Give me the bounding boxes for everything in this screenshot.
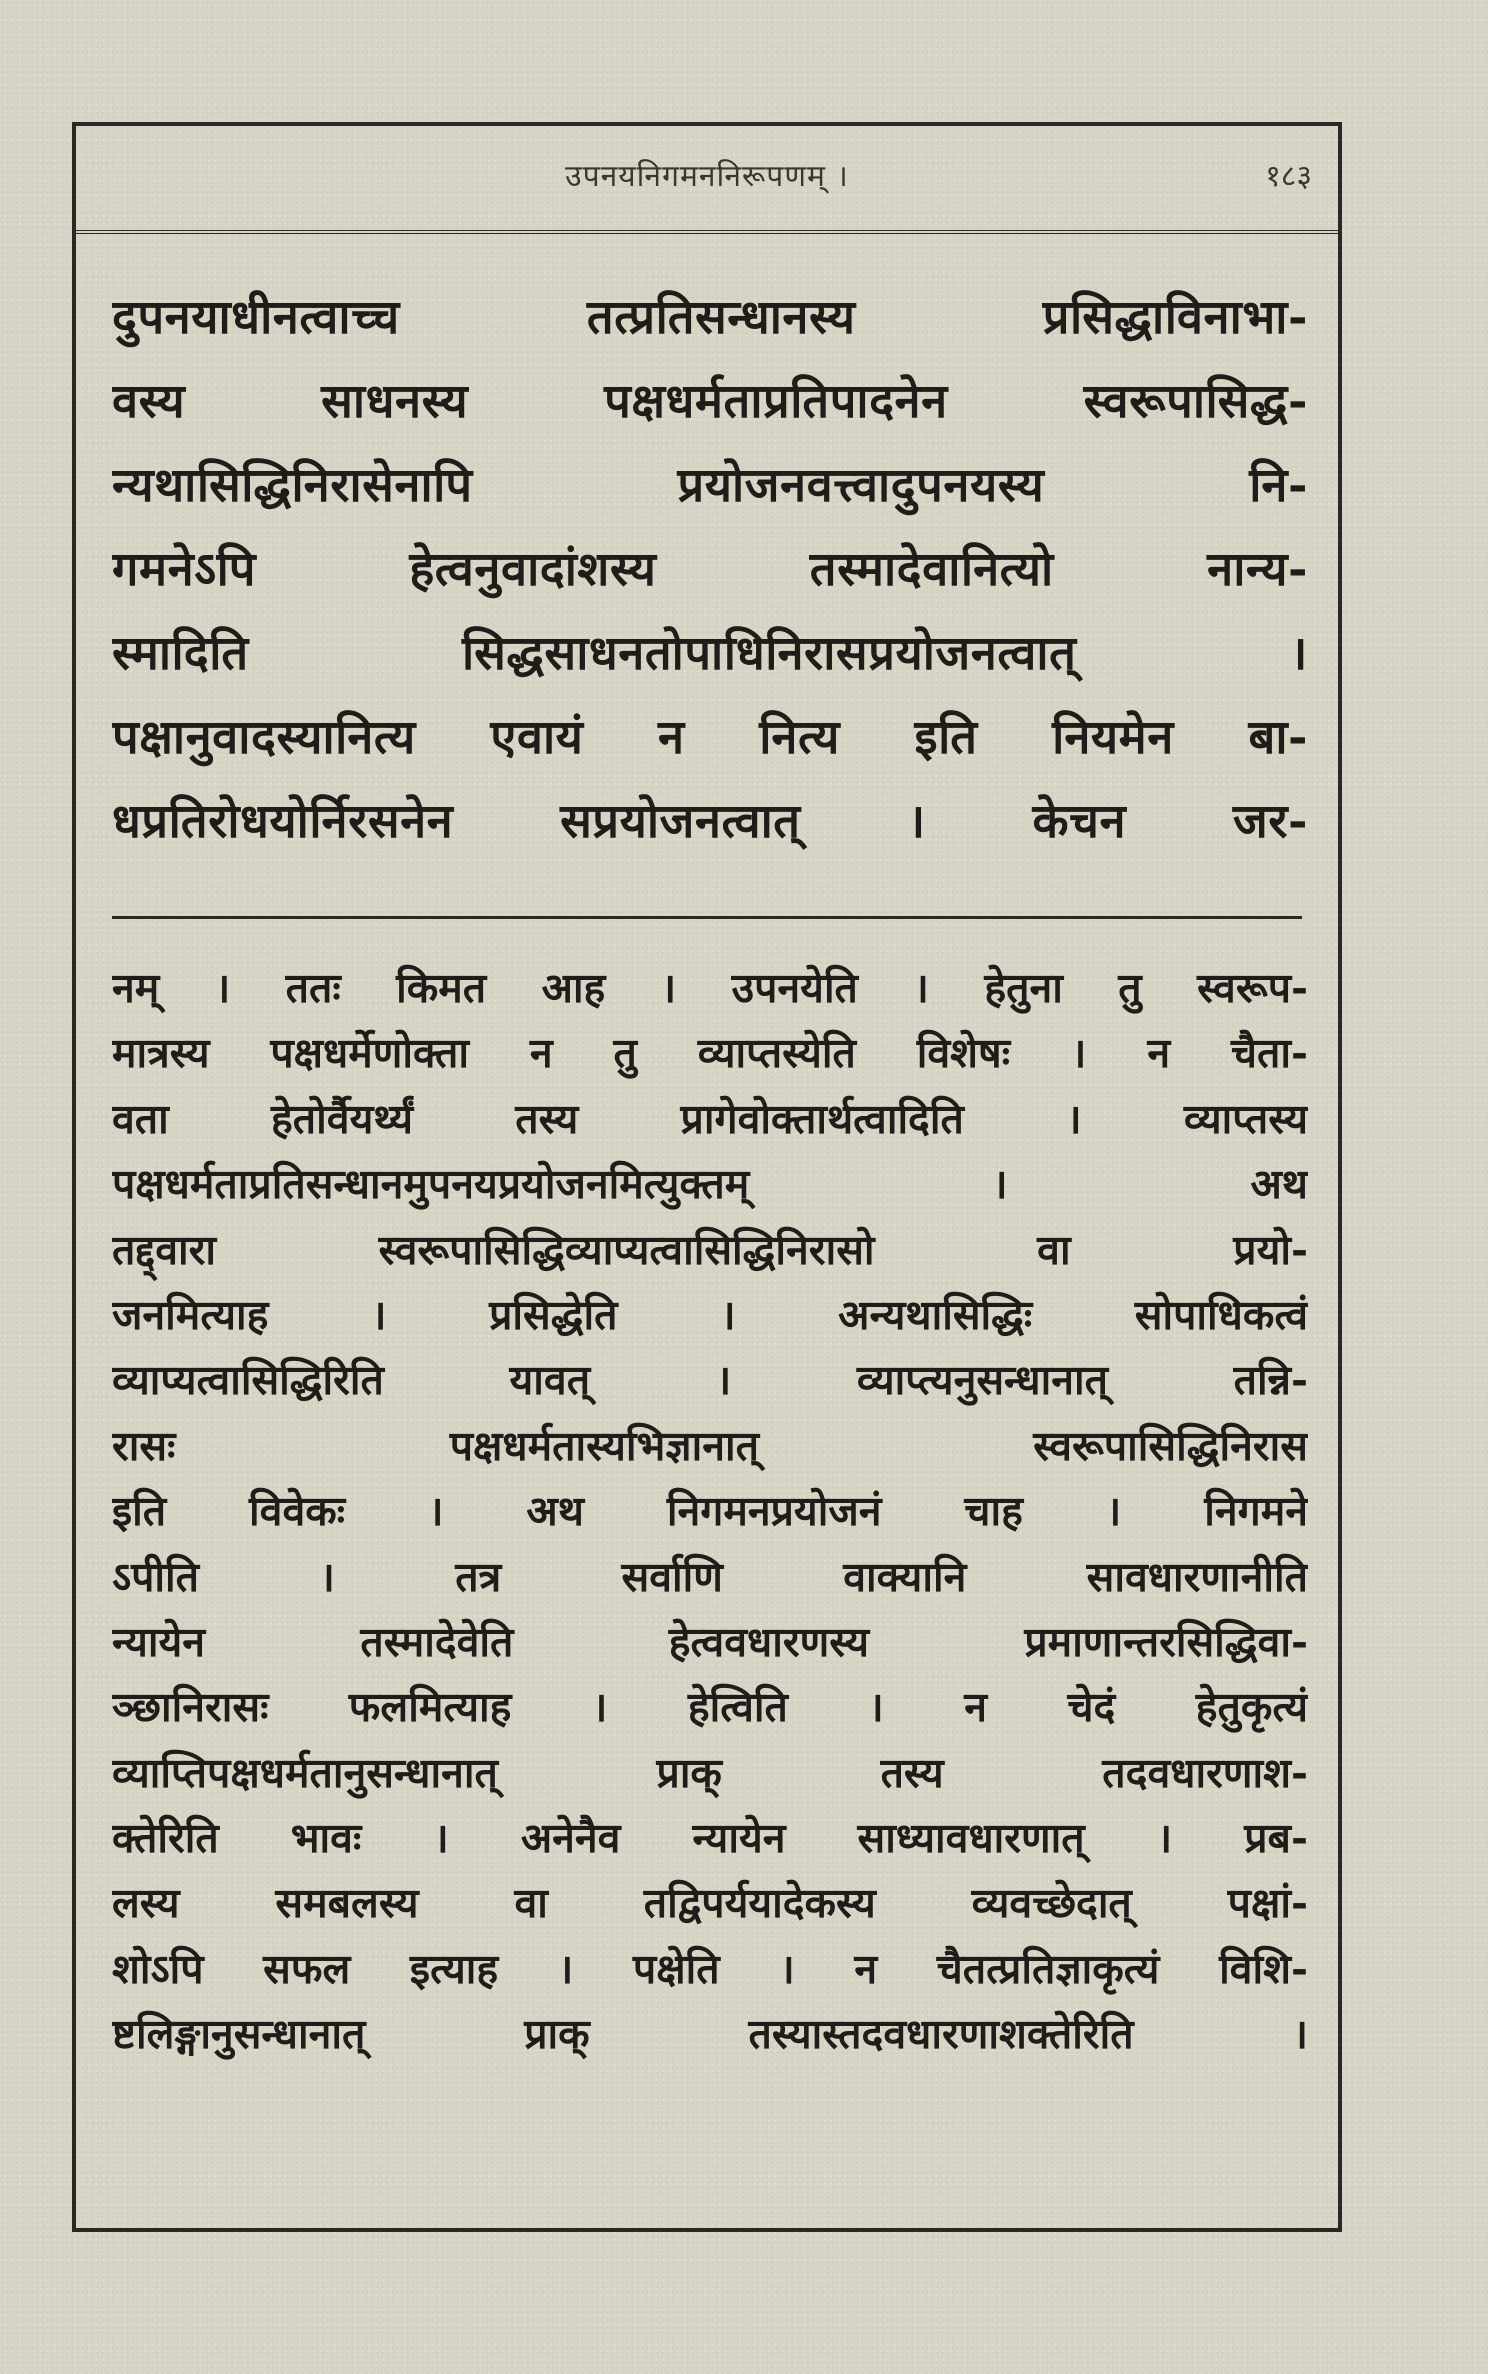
commentary-line: क्तेरिति भावः । अनेनैव न्यायेन साध्यावधारणात् । प्रब-: [112, 1814, 1308, 1863]
commentary-line: रासः पक्षधर्मतास्यभिज्ञानात् स्वरूपासिद्धिनिरास: [112, 1421, 1308, 1470]
main-text-line: वस्य साधनस्य पक्षधर्मताप्रतिपादनेन स्वरूपासिद्ध-: [112, 374, 1308, 429]
main-text-line: स्मादिति सिद्धसाधनतोपाधिनिरासप्रयोजनत्वात् ।: [112, 626, 1308, 681]
commentary-line: व्याप्तिपक्षधर्मतानुसन्धानात् प्राक् तस्य तदवधारणाश-: [112, 1748, 1308, 1797]
main-text-block: [112, 276, 1308, 864]
commentary-line: लस्य समबलस्य वा तद्विपर्ययादेकस्य व्यवच्छेदात् पक्षां-: [112, 1879, 1308, 1928]
commentary-line: नम् । ततः किमत आह । उपनयेति । हेतुना तु स्वरूप-: [112, 964, 1308, 1012]
main-text-line: दुपनयाधीनत्वाच्च तत्प्रतिसन्धानस्य प्रसिद्धाविनाभा-: [112, 290, 1308, 345]
commentary-line: व्याप्यत्वासिद्धिरिति यावत् । व्याप्त्यनुसन्धानात् तन्नि-: [112, 1356, 1308, 1405]
running-header: [76, 126, 1338, 234]
commentary-line: इति विवेकः । अथ निगमनप्रयोजनं चाह । निगमने: [112, 1487, 1308, 1536]
commentary-line: ऽपीति । तत्र सर्वाणि वाक्यानि सावधारणानीति: [112, 1552, 1308, 1601]
commentary-line: वता हेतोर्वैयर्थ्यं तस्य प्रागेवोक्तार्थत्वादिति । व्याप्तस्य: [112, 1094, 1308, 1143]
main-text-line: गमनेऽपि हेत्वनुवादांशस्य तस्मादेवानित्यो नान्य-: [112, 542, 1308, 597]
commentary-line: शोऽपि सफल इत्याह । पक्षेति । न चैतत्प्रतिज्ञाकृत्यं विशि-: [112, 1944, 1308, 1993]
running-title: उपनयनिगमननिरूपणम् ।: [565, 159, 849, 194]
commentary-line: तद्द्वारा स्वरूपासिद्धिव्याप्यत्वासिद्धिनिरासो वा प्रयो-: [112, 1225, 1308, 1274]
book-page: [72, 122, 1342, 2232]
commentary-line: न्यायेन तस्मादेवेति हेत्ववधारणस्य प्रमाणान्तरसिद्धिवा-: [112, 1617, 1308, 1666]
commentary-line: ष्टलिङ्गानुसन्धानात् प्राक् तस्यास्तदवधारणाशक्तेरिति ।: [112, 2010, 1308, 2059]
commentary-block: [112, 956, 1308, 2068]
commentary-line: पक्षधर्मताप्रतिसन्धानमुपनयप्रयोजनमित्युक्तम् । अथ: [112, 1160, 1308, 1209]
page-number: १८३: [1265, 159, 1312, 194]
commentary-line: मात्रस्य पक्षधर्मेणोक्ता न तु व्याप्तस्येति विशेषः । न चैता-: [112, 1029, 1308, 1078]
main-text-line: पक्षानुवादस्यानित्य एवायं न नित्य इति नियमेन बा-: [112, 710, 1308, 765]
commentary-line: जनमित्याह । प्रसिद्धेति । अन्यथासिद्धिः सोपाधिकत्वं: [112, 1290, 1308, 1339]
commentary-line: ञ्छानिरासः फलमित्याह । हेत्विति । न चेदं हेतुकृत्यं: [112, 1683, 1308, 1732]
main-text-line: न्यथासिद्धिनिरासेनापि प्रयोजनवत्त्वादुपनयस्य नि-: [112, 458, 1308, 513]
main-text-line: धप्रतिरोधयोर्निरसनेन सप्रयोजनत्वात् । केचन जर-: [112, 794, 1308, 849]
section-divider: [112, 916, 1302, 919]
